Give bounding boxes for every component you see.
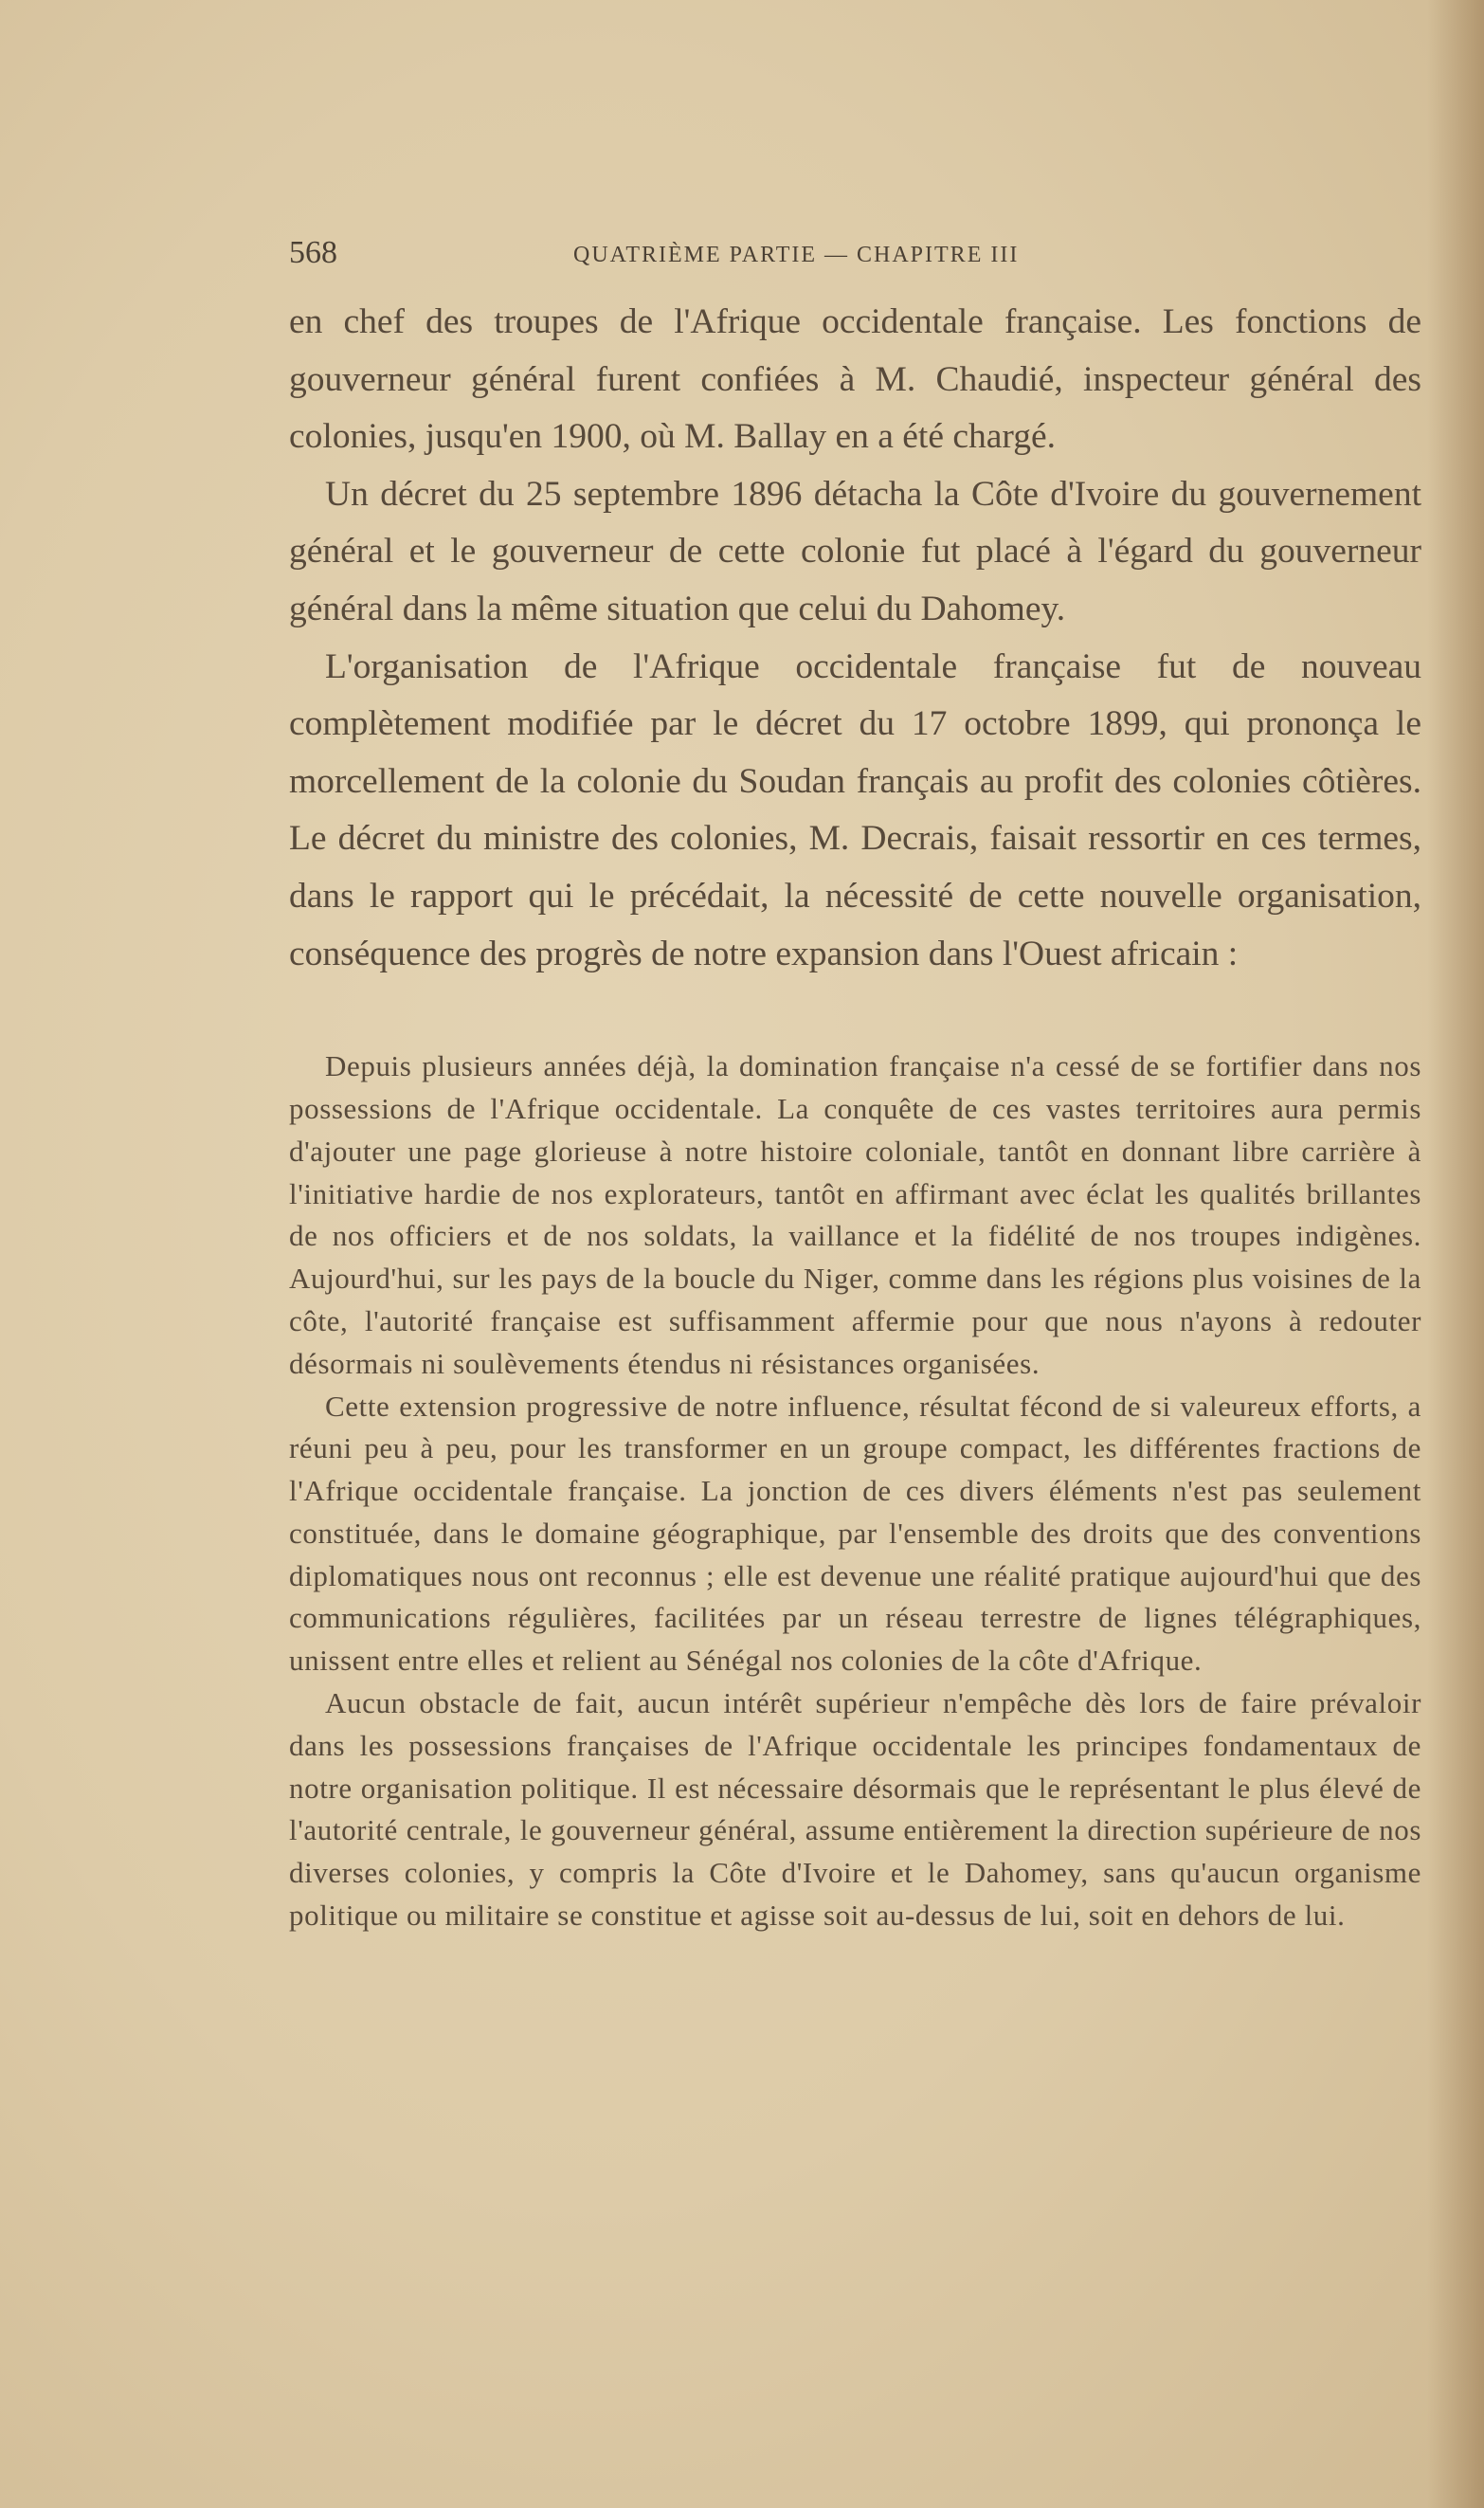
quote-paragraph: Cette extension progressive de notre influence, résultat fécond de si valeureux efforts, a réuni peu à peu, pour les transformer en un groupe compact, les différentes fractions de l'Afrique occidentale française. La jonction de ces divers éléments n'est pas seulement constituée, dans le domaine géographique, par l'ensemble des droits que des conventions diplomatiques nous ont reconnus ; elle est devenue une réalité pratique aujourd'hui que des communications régulières, facilitées par un réseau terrestre de lignes télégraphiques, unissent entre elles et relient au Sénégal nos colonies de la côte d'Afrique.	[289, 1389, 1421, 1678]
body-paragraph: en chef des troupes de l'Afrique occidentale française. Les fonctions de gouverneur général furent confiées à M. Chaudié, inspecteur général des colonies, jusqu'en 1900, où M. Ballay en a été chargé.	[289, 302, 1421, 457]
quote-paragraph: Aucun obstacle de fait, aucun intérêt supérieur n'empêche dès lors de faire prévaloir dans les possessions françaises de l'Afrique occidentale les principes fondamentaux de notre organisation politique. Il est nécessaire désormais que le représentant le plus élevé de l'autorité centrale, le gouverneur général, assume entièrement la direction supérieure de nos diverses colonies, y compris la Côte d'Ivoire et le Dahomey, sans qu'aucun organisme politique ou militaire se constitue et agisse soit au-dessus de lui, soit en dehors de lui.	[289, 1686, 1421, 1933]
quote-paragraph: Depuis plusieurs années déjà, la domination française n'a cessé de se fortifier dans nos possessions de l'Afrique occidentale. La conquête de ces vastes territoires aura permis d'ajouter une page glorieuse à notre histoire coloniale, tantôt en donnant libre carrière à l'initiative hardie de nos explorateurs, tantôt en affirmant avec éclat les qualités brillantes de nos officiers et de nos soldats, la vaillance et la fidélité de nos troupes indigènes. Aujourd'hui, sur les pays de la boucle du Niger, comme dans les régions plus voisines de la côte, l'autorité française est suffisamment affermie pour que nous n'ayons à redouter désormais ni soulèvements étendus ni résistances organisées.	[289, 1049, 1421, 1380]
page-number: 568	[289, 235, 337, 270]
page-header	[289, 235, 1417, 273]
quoted-report	[289, 1045, 1421, 1937]
page-text	[289, 294, 1421, 1937]
book-spine-shadow	[1427, 0, 1484, 2508]
running-title: QUATRIÈME PARTIE — CHAPITRE III	[573, 243, 1020, 267]
body-paragraph: Un décret du 25 septembre 1896 détacha la Côte d'Ivoire du gouvernement général et le gouverneur de cette colonie fut placé à l'égard du gouverneur général dans la même situation que celui du Dahomey.	[289, 474, 1421, 628]
body-paragraph: L'organisation de l'Afrique occidentale française fut de nouveau complètement modifiée par le décret du 17 octobre 1899, qui prononça le morcellement de la colonie du Soudan français au profit des colonies côtières. Le décret du ministre des colonies, M. Decrais, faisait ressortir en ces termes, dans le rapport qui le précédait, la nécessité de cette nouvelle organisation, conséquence des progrès de notre expansion dans l'Ouest africain :	[289, 646, 1421, 973]
